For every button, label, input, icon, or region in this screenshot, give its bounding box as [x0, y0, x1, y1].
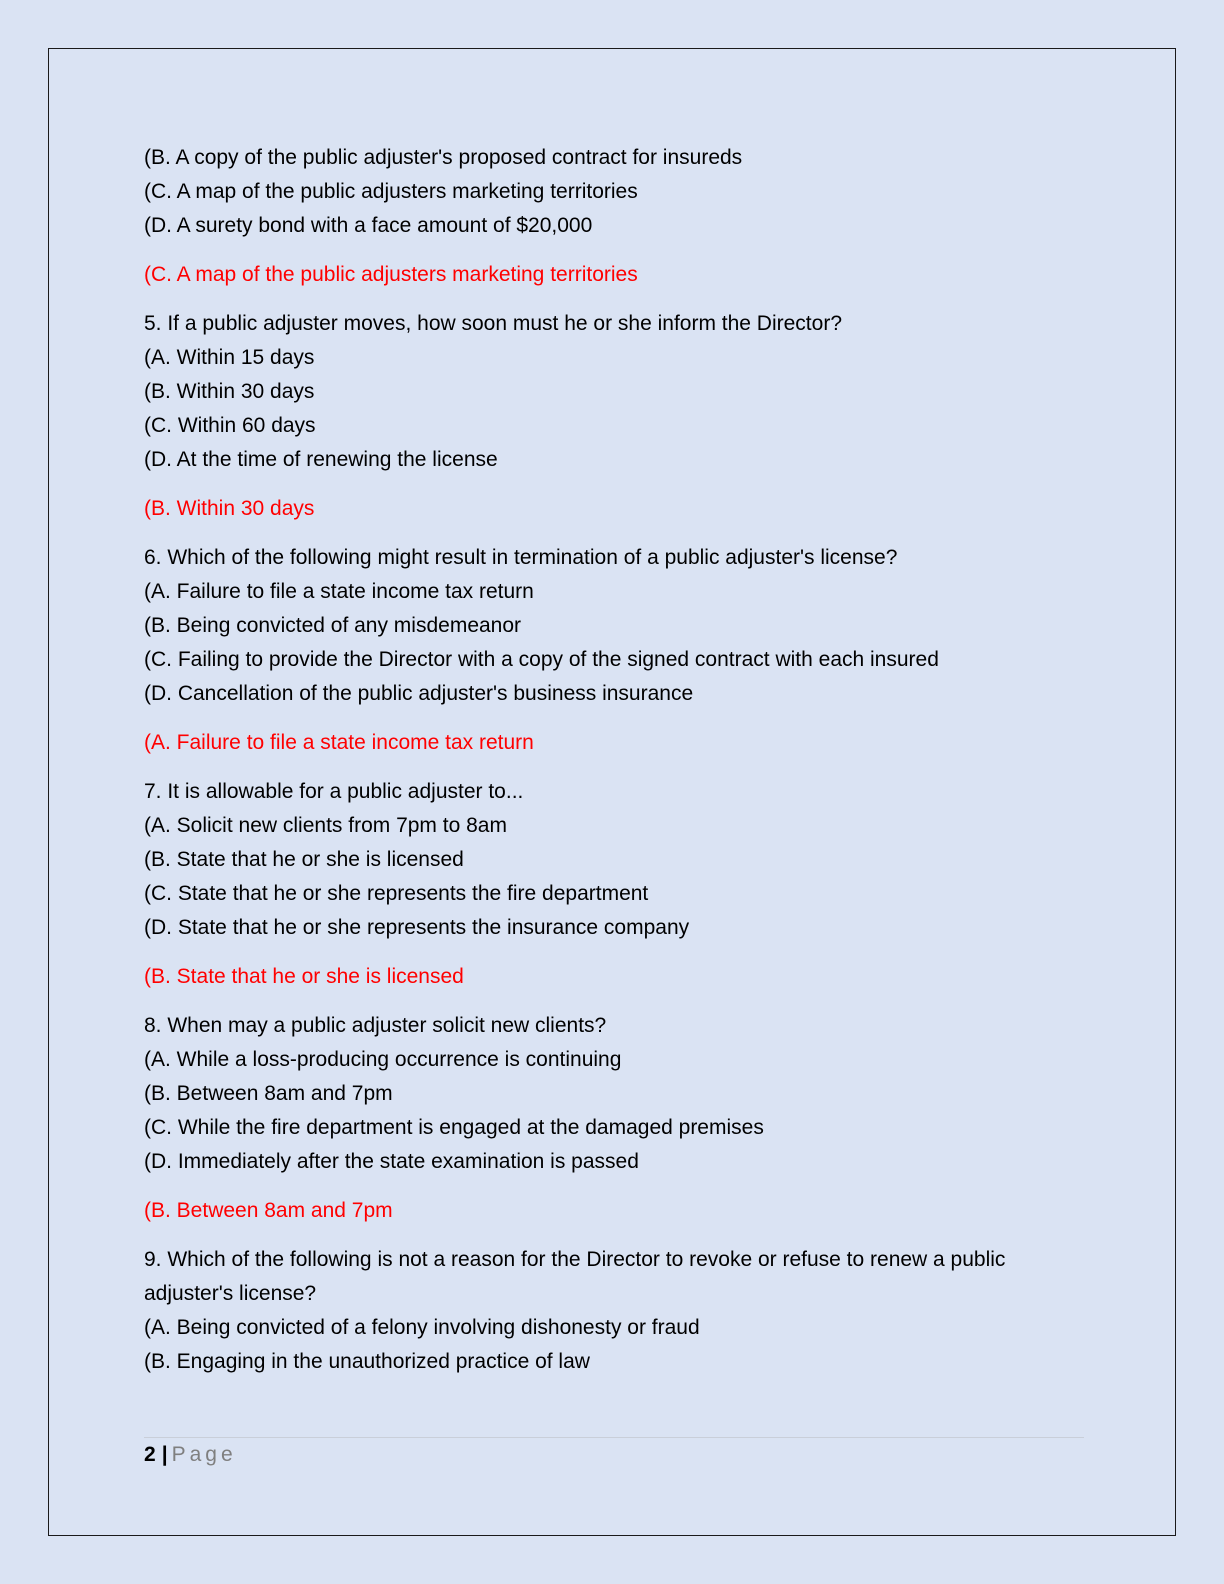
option-line: (C. While the fire department is engaged at the damaged premises	[144, 1116, 764, 1139]
answer-line: (C. A map of the public adjusters marketing territories	[144, 263, 638, 286]
option-line: (D. State that he or she represents the insurance company	[144, 916, 690, 939]
option-line: (C. A map of the public adjusters marketing territories	[144, 180, 638, 203]
answer-line: (B. State that he or she is licensed	[144, 965, 464, 988]
answer-line: (B. Between 8am and 7pm	[144, 1199, 393, 1222]
page-number: 2	[144, 1443, 156, 1466]
option-line: (A. Being convicted of a felony involving dishonesty or fraud	[144, 1316, 700, 1339]
option-line: (C. Within 60 days	[144, 414, 316, 437]
page-label: Page	[171, 1443, 237, 1466]
option-line: (A. Failure to file a state income tax return	[144, 580, 534, 603]
question-6: 6. Which of the following might result in termination of a public adjuster's license?	[144, 546, 898, 569]
option-line: (B. Within 30 days	[144, 380, 315, 403]
footer-separator: |	[161, 1443, 168, 1466]
option-line: (B. State that he or she is licensed	[144, 848, 464, 871]
option-line: (B. Engaging in the unauthorized practice of law	[144, 1350, 590, 1373]
option-line: (D. A surety bond with a face amount of $20,000	[144, 214, 593, 237]
option-line: (A. Solicit new clients from 7pm to 8am	[144, 814, 507, 837]
document-body	[144, 141, 1084, 1379]
option-line: (C. State that he or she represents the fire department	[144, 882, 649, 905]
option-line: (C. Failing to provide the Director with a copy of the signed contract with each insured	[144, 648, 939, 671]
answer-line: (B. Within 30 days	[144, 497, 315, 520]
option-line: (D. At the time of renewing the license	[144, 448, 498, 471]
option-line: (D. Immediately after the state examination is passed	[144, 1150, 639, 1173]
answer-line: (A. Failure to file a state income tax return	[144, 731, 534, 754]
page-footer	[144, 1440, 237, 1470]
option-line: (A. Within 15 days	[144, 346, 315, 369]
option-line: (A. While a loss-producing occurrence is continuing	[144, 1048, 622, 1071]
question-8: 8. When may a public adjuster solicit new clients?	[144, 1014, 607, 1037]
question-9: 9. Which of the following is not a reason for the Director to revoke or refuse to renew a public adjuster's license?	[144, 1248, 1006, 1305]
footer-divider	[144, 1437, 1084, 1438]
option-line: (B. A copy of the public adjuster's proposed contract for insureds	[144, 146, 743, 169]
question-5: 5. If a public adjuster moves, how soon must he or she inform the Director?	[144, 312, 842, 335]
option-line: (B. Being convicted of any misdemeanor	[144, 614, 522, 637]
option-line: (D. Cancellation of the public adjuster's business insurance	[144, 682, 694, 705]
question-7: 7. It is allowable for a public adjuster to...	[144, 780, 524, 803]
option-line: (B. Between 8am and 7pm	[144, 1082, 393, 1105]
